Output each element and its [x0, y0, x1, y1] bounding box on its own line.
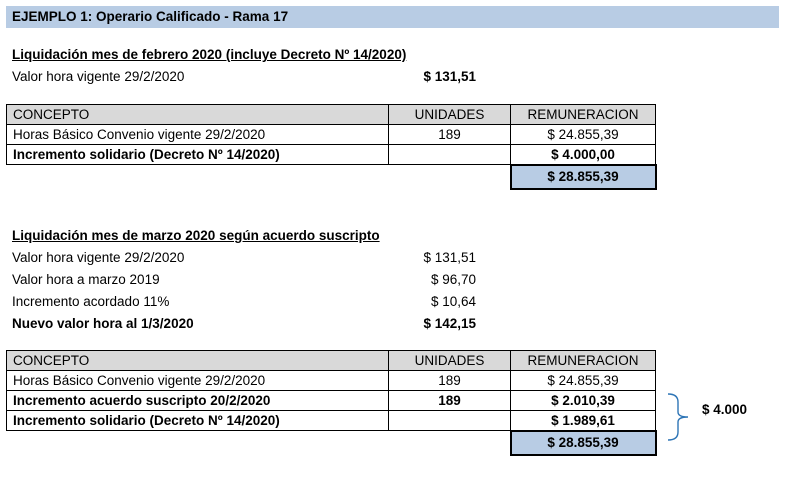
table-header-row — [7, 351, 656, 371]
march-total: $ 28.855,39 — [511, 431, 656, 455]
row-remuneracion: $ 1.989,61 — [511, 411, 656, 431]
row-concepto: Incremento acuerdo suscripto 20/2/2020 — [7, 391, 389, 411]
february-table — [6, 104, 657, 190]
table-row — [7, 391, 656, 411]
row-concepto: Incremento solidario (Decreto Nº 14/2020) — [7, 411, 389, 431]
row-unidades: 189 — [389, 371, 511, 391]
row-remuneracion: $ 2.010,39 — [511, 391, 656, 411]
header-unidades: UNIDADES — [389, 351, 511, 371]
row-unidades: 189 — [389, 125, 511, 145]
table-header-row — [7, 105, 656, 125]
table-total-row — [7, 431, 656, 455]
table-row — [7, 125, 656, 145]
february-rate-value: $ 131,51 — [423, 69, 476, 84]
row-concepto: Horas Básico Convenio vigente 29/2/2020 — [7, 371, 389, 391]
row-remuneracion: $ 24.855,39 — [511, 125, 656, 145]
row-remuneracion: $ 24.855,39 — [511, 371, 656, 391]
header-concepto: CONCEPTO — [7, 105, 389, 125]
header-concepto: CONCEPTO — [7, 351, 389, 371]
march-line-label: Valor hora a marzo 2019 — [12, 272, 160, 287]
march-line-value: $ 96,70 — [430, 272, 476, 287]
march-line-value: $ 142,15 — [423, 316, 476, 331]
example-title: EJEMPLO 1: Operario Calificado - Rama 17 — [12, 9, 289, 24]
march-table — [6, 350, 657, 456]
table-row — [7, 411, 656, 431]
table-row — [7, 145, 656, 165]
row-concepto: Horas Básico Convenio vigente 29/2/2020 — [7, 125, 389, 145]
header-remuneracion: REMUNERACION — [511, 105, 656, 125]
row-concepto: Incremento solidario (Decreto Nº 14/2020) — [7, 145, 389, 165]
row-unidades — [389, 145, 511, 165]
header-remuneracion: REMUNERACION — [511, 351, 656, 371]
february-total: $ 28.855,39 — [511, 165, 656, 189]
march-line-label: Incremento acordado 11% — [12, 294, 170, 309]
march-line-value: $ 131,51 — [423, 250, 476, 265]
march-line-label: Nuevo valor hora al 1/3/2020 — [12, 316, 194, 331]
march-line-label: Valor hora vigente 29/2/2020 — [12, 250, 185, 265]
brace-note: $ 4.000 — [702, 402, 748, 417]
row-remuneracion: $ 4.000,00 — [511, 145, 656, 165]
table-row — [7, 371, 656, 391]
row-unidades — [389, 411, 511, 431]
february-rate-label: Valor hora vigente 29/2/2020 — [12, 69, 185, 84]
header-unidades: UNIDADES — [389, 105, 511, 125]
table-total-row — [7, 165, 656, 189]
february-section-title: Liquidación mes de febrero 2020 (incluye Decreto Nº 14/2020) — [12, 47, 407, 62]
march-section-title: Liquidación mes de marzo 2020 según acuerdo suscripto — [12, 228, 380, 243]
row-unidades: 189 — [389, 391, 511, 411]
curly-brace-icon — [664, 392, 694, 442]
march-line-value: $ 10,64 — [430, 294, 476, 309]
